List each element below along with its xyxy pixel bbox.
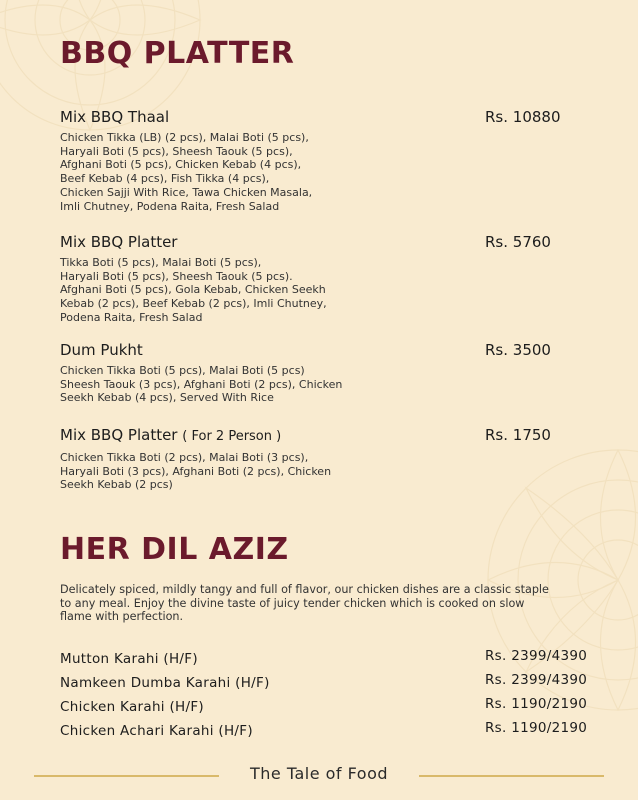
item-price: Rs. 5760 — [485, 233, 551, 251]
item-price: Rs. 1190/2190 — [485, 720, 588, 736]
list-item — [60, 696, 600, 716]
item-name: Mix BBQ Thaal — [60, 108, 170, 126]
item-price: Rs. 1750 — [485, 426, 551, 444]
section-intro: Delicately spiced, mildly tangy and full of flavor, our chicken dishes are a classic staple to any meal. Enjoy the divine taste of juicy tender chicken which is cooked on slow flame with perfection. — [60, 583, 549, 623]
item-name: Chicken Karahi (H/F) — [60, 699, 204, 715]
bbq-platter-heading: BBQ PLATTER — [60, 36, 295, 71]
menu-item — [60, 425, 600, 492]
item-name: Mutton Karahi (H/F) — [60, 651, 198, 667]
item-price: Rs. 2399/4390 — [485, 648, 588, 664]
item-price: Rs. 3500 — [485, 341, 551, 359]
item-price: Rs. 10880 — [485, 108, 561, 126]
item-name: Dum Pukht — [60, 341, 143, 359]
list-item — [60, 672, 600, 692]
list-item — [60, 648, 600, 668]
footer-brand: The Tale of Food — [219, 764, 419, 783]
item-description: Tikka Boti (5 pcs), Malai Boti (5 pcs), Haryali Boti (5 pcs), Sheesh Taouk (5 pcs). Afghani Boti (5 pcs), Gola Kebab, Chicken Seekh Kebab (2 pcs), Beef Kebab (2 pcs), Imli Chutney, Podena Raita, Fresh Salad — [60, 256, 327, 324]
item-description: Chicken Tikka Boti (5 pcs), Malai Boti (5 pcs) Sheesh Taouk (3 pcs), Afghani Boti (2 pcs), Chicken Seekh Kebab (4 pcs), Served With Rice — [60, 364, 343, 405]
item-description: Chicken Tikka (LB) (2 pcs), Malai Boti (5 pcs), Haryali Boti (5 pcs), Sheesh Taouk (5 pcs), Afghani Boti (5 pcs), Chicken Kebab (4 pcs), Beef Kebab (4 pcs), Fish Tikka (4 pcs), Chicken Sajji With Rice, Tawa Chicken Masala, Imli Chutney, Podena Raita, Fresh Salad — [60, 131, 313, 213]
item-description: Chicken Tikka Boti (2 pcs), Malai Boti (3 pcs), Haryali Boti (3 pcs), Afghani Boti (2 pcs), Chicken Seekh Kebab (2 pcs) — [60, 451, 332, 492]
item-price: Rs. 1190/2190 — [485, 696, 588, 712]
item-name: Chicken Achari Karahi (H/F) — [60, 723, 253, 739]
item-name: Namkeen Dumba Karahi (H/F) — [60, 675, 270, 691]
item-price: Rs. 2399/4390 — [485, 672, 588, 688]
menu-item — [60, 232, 600, 325]
item-note: ( For 2 Person ) — [182, 429, 282, 444]
list-item — [60, 720, 600, 740]
item-name: Mix BBQ Platter — [60, 233, 178, 251]
menu-item — [60, 107, 600, 213]
menu-item — [60, 340, 600, 405]
her-dil-aziz-heading: HER DIL AZIZ — [60, 532, 289, 567]
item-name: Mix BBQ Platter ( For 2 Person ) — [60, 426, 282, 444]
